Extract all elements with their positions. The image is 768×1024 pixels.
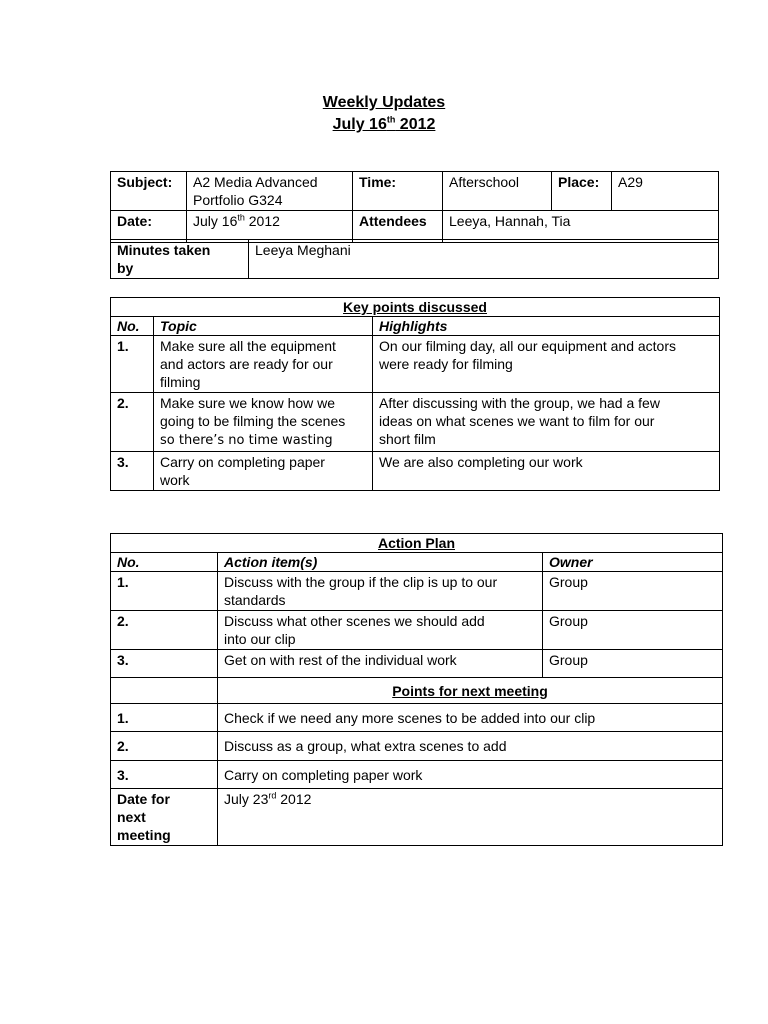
- minutes-table: [110, 239, 719, 279]
- key-point-highlight: After discussing with the group, we had a few ideas on what scenes we want to film for our short film: [373, 393, 720, 452]
- date-label: Date:: [111, 211, 187, 243]
- attendees-value: Leeya, Hannah, Tia: [443, 211, 719, 243]
- key-point-topic: Make sure we know how we going to be filming the scenes so there’s no time wasting: [154, 393, 373, 452]
- col-no-header: No.: [111, 317, 154, 336]
- action-no: 3.: [111, 650, 218, 678]
- key-point-highlight: On our filming day, all our equipment and actors were ready for filming: [373, 336, 720, 393]
- action-owner: Group: [543, 650, 723, 678]
- next-meeting-header: Points for next meeting: [218, 678, 723, 704]
- document-title: Weekly Updates: [322, 94, 446, 111]
- key-points-table: [110, 297, 720, 491]
- key-points-header: Key points discussed: [111, 298, 720, 317]
- place-label: Place:: [552, 172, 612, 211]
- blank-cell: [111, 678, 218, 704]
- subject-label: Subject:: [111, 172, 187, 211]
- action-no: 1.: [111, 572, 218, 611]
- next-point-no: 1.: [111, 704, 218, 732]
- col-topic-header: Topic: [154, 317, 373, 336]
- attendees-label: Attendees: [353, 211, 443, 243]
- action-no: 2.: [111, 611, 218, 650]
- meeting-info-table: [110, 171, 719, 243]
- key-point-highlight: We are also completing our work: [373, 452, 720, 491]
- document-date: July 16th 2012: [332, 114, 436, 133]
- action-item: Get on with rest of the individual work: [218, 650, 543, 678]
- next-point-text: Carry on completing paper work: [218, 761, 723, 789]
- action-plan-header: Action Plan: [111, 534, 723, 553]
- key-point-topic: Make sure all the equipment and actors are ready for our filming: [154, 336, 373, 393]
- col-no-header: No.: [111, 553, 218, 572]
- col-action-item-header: Action item(s): [218, 553, 543, 572]
- next-point-text: Check if we need any more scenes to be added into our clip: [218, 704, 723, 732]
- action-item: Discuss what other scenes we should add into our clip: [218, 611, 543, 650]
- col-owner-header: Owner: [543, 553, 723, 572]
- next-point-no: 2.: [111, 732, 218, 761]
- time-value: Afterschool: [443, 172, 552, 211]
- key-point-no: 1.: [111, 336, 154, 393]
- key-point-topic: Carry on completing paper work: [154, 452, 373, 491]
- next-meeting-date-label: Date for next meeting: [111, 789, 218, 846]
- date-value: July 16th 2012: [187, 211, 353, 243]
- action-plan-table: [110, 533, 723, 846]
- key-point-no: 2.: [111, 393, 154, 452]
- next-point-text: Discuss as a group, what extra scenes to add: [218, 732, 723, 761]
- minutes-value: Leeya Meghani: [249, 240, 719, 279]
- action-owner: Group: [543, 611, 723, 650]
- key-point-no: 3.: [111, 452, 154, 491]
- place-value: A29: [612, 172, 719, 211]
- col-highlights-header: Highlights: [373, 317, 720, 336]
- minutes-label: Minutes taken by: [111, 240, 249, 279]
- subject-value: A2 Media Advanced Portfolio G324: [187, 172, 353, 211]
- next-meeting-date-value: July 23rd 2012: [218, 789, 723, 846]
- action-owner: Group: [543, 572, 723, 611]
- action-item: Discuss with the group if the clip is up to our standards: [218, 572, 543, 611]
- time-label: Time:: [353, 172, 443, 211]
- next-point-no: 3.: [111, 761, 218, 789]
